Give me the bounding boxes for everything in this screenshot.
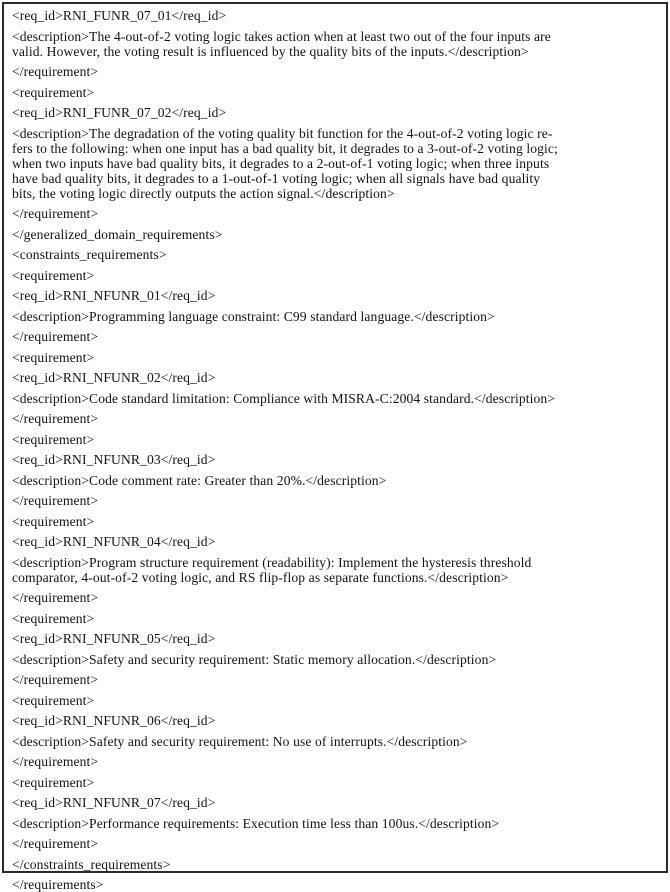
xml-paragraph: <req_id>RNI_NFUNR_04</req_id> <box>12 534 216 549</box>
xml-paragraph: <requirement> <box>12 84 95 100</box>
xml-paragraph: <req_id>RNI_NFUNR_06</req_id> <box>12 713 216 728</box>
xml-paragraph: </requirement> <box>12 411 99 426</box>
xml-paragraph: <requirement> <box>12 692 95 708</box>
xml-paragraph: </requirement> <box>12 493 99 508</box>
xml-paragraph: <requirement> <box>12 610 95 626</box>
xml-paragraph: <description>The 4-out-of-2 voting logic takes action when at least two out of the four inputs are valid. However, the voting result is influenced by the quality bits of the inputs.</description> <box>12 28 551 59</box>
xml-paragraph: <constraints_requirements> <box>12 247 167 262</box>
xml-paragraph: <description>Safety and security requirement: Static memory allocation.</description> <box>12 651 497 667</box>
document-page <box>2 2 668 892</box>
xml-paragraph: <req_id>RNI_FUNR_07_01</req_id> <box>12 8 227 23</box>
xml-paragraph: <description>Code standard limitation: Compliance with MISRA-C:2004 standard.</description> <box>12 390 556 406</box>
xml-paragraph: </requirement> <box>12 590 99 605</box>
xml-paragraph: <requirement> <box>12 431 95 447</box>
xml-paragraph: <description>Code comment rate: Greater than 20%.</description> <box>12 472 387 488</box>
xml-paragraph: <description>Programming language constraint: C99 standard language.</description> <box>12 308 495 324</box>
xml-paragraph: <req_id>RNI_NFUNR_07</req_id> <box>12 795 216 810</box>
xml-paragraph: </requirement> <box>12 672 99 687</box>
xml-paragraph: <req_id>RNI_NFUNR_02</req_id> <box>12 370 216 385</box>
xml-paragraph: </requirement> <box>12 206 99 221</box>
xml-paragraph: </requirement> <box>12 836 99 851</box>
xml-paragraph: <requirement> <box>12 513 95 529</box>
xml-paragraph: </requirement> <box>12 329 99 344</box>
xml-paragraph: <description>Performance requirements: Execution time less than 100us.</description> <box>12 815 500 831</box>
xml-paragraph: </requirement> <box>12 64 99 79</box>
xml-paragraph: <requirement> <box>12 349 95 365</box>
xml-paragraph: <req_id>RNI_NFUNR_05</req_id> <box>12 631 216 646</box>
xml-document <box>12 8 658 892</box>
xml-paragraph: </generalized_domain_requirements> <box>12 226 223 242</box>
xml-paragraph: <requirement> <box>12 774 95 790</box>
xml-paragraph: </constraints_requirements> <box>12 856 171 872</box>
xml-paragraph: <description>Safety and security requirement: No use of interrupts.</description> <box>12 733 468 749</box>
xml-paragraph: <req_id>RNI_NFUNR_03</req_id> <box>12 452 216 467</box>
xml-paragraph: <description>Program structure requirement (readability): Implement the hysteresis threshold comparator, 4-out-of-2 voting logic, and RS flip-flop as separate functions.</description> <box>12 554 532 585</box>
xml-paragraph: </requirements> <box>12 877 104 892</box>
xml-paragraph: </requirement> <box>12 754 99 769</box>
xml-paragraph: <req_id>RNI_NFUNR_01</req_id> <box>12 288 216 303</box>
xml-paragraph: <description>The degradation of the voting quality bit function for the 4-out-of-2 voting logic re- fers to the following: when one input has a bad quality bit, it degrades to a 3-out-of-2 voting logic; when two inputs have bad quality bits, it degrades to a 2-out-of-1 voting logic; when three inputs have bad quality bits, it degrades to a 1-out-of-1 voting logic; when all signals have bad quality bits, the voting logic directly outputs the action signal.</description> <box>12 125 558 201</box>
xml-paragraph: <req_id>RNI_FUNR_07_02</req_id> <box>12 105 227 120</box>
xml-paragraph: <requirement> <box>12 267 95 283</box>
